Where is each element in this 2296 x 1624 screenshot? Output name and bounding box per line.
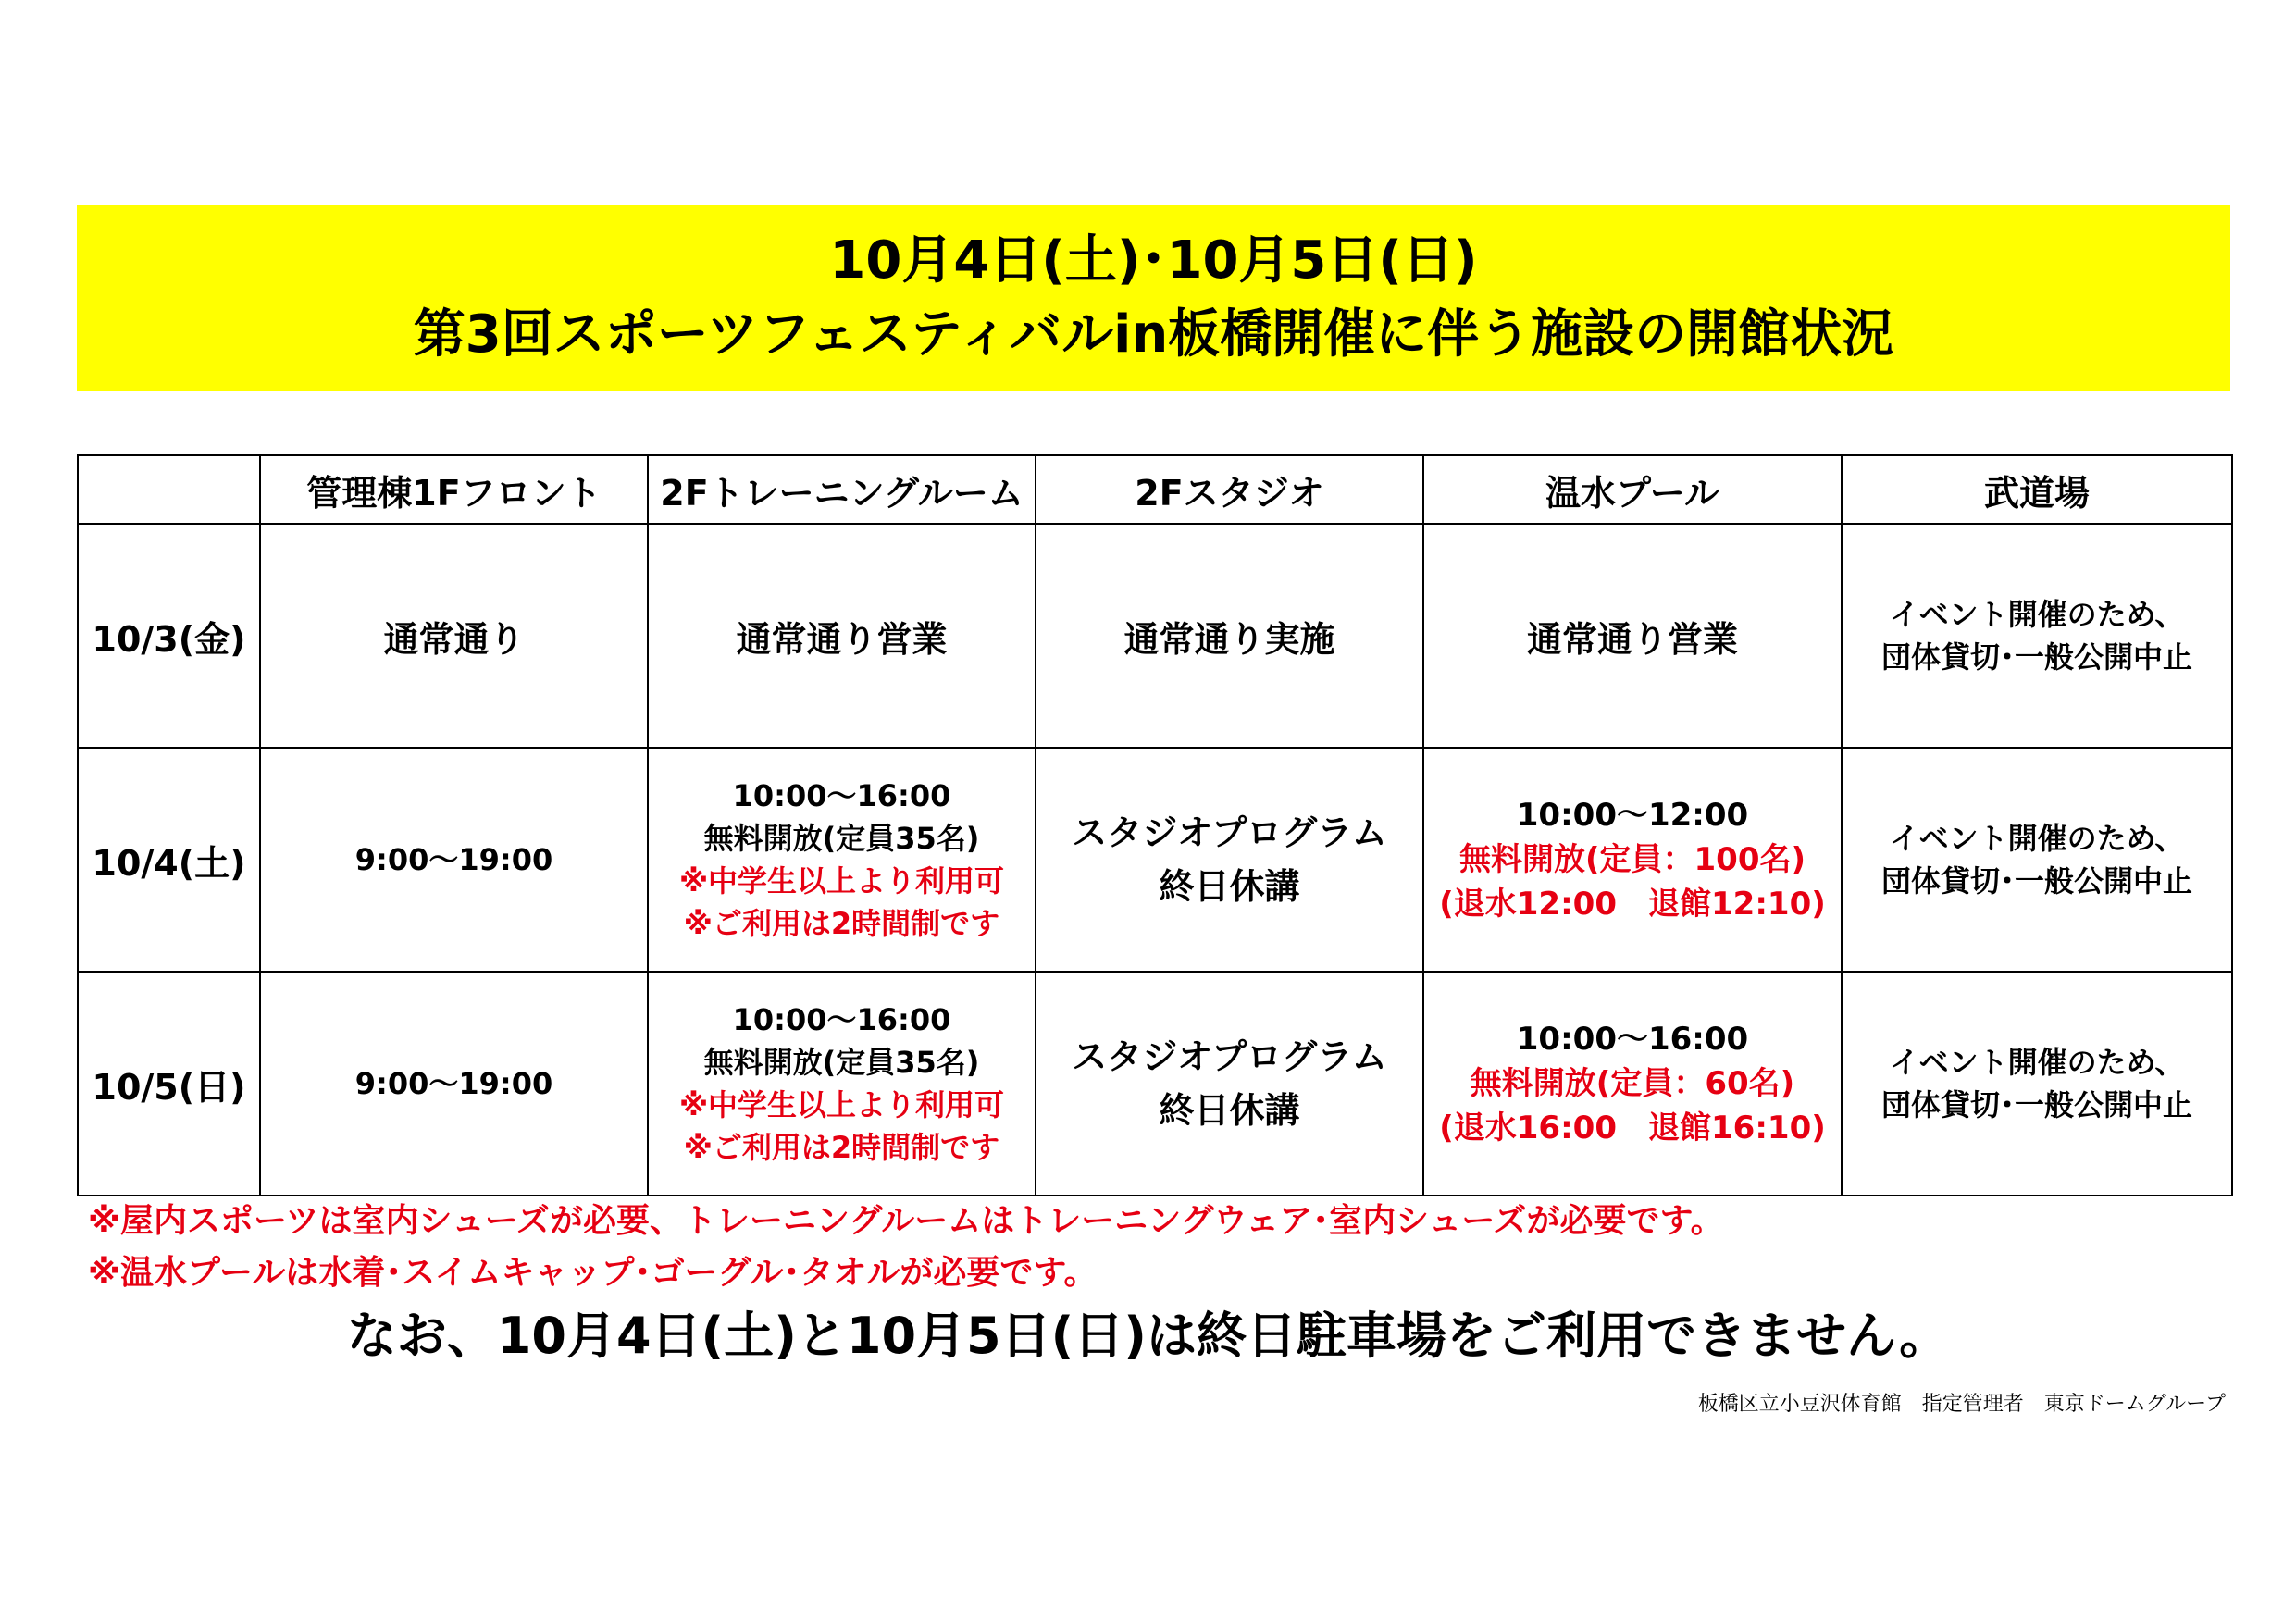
cell-dojo [1842,972,2232,1196]
cell-line: イベント開催のため、 [1889,597,2185,632]
note-indoor-shoes: ※屋内スポーツは室内シューズが必要、トレーニングルームはトレーニングウェア･室内シューズが必要です。 [88,1202,1724,1240]
cell-line: イベント開催のため、 [1889,821,2185,856]
cell-line: 無料開放(定員35名) [703,821,980,856]
cell-line: 10:00～16:00 [732,1002,951,1037]
cell-studio [1036,748,1423,972]
cell-line-alert: 無料開放(定員：100名) [1458,841,1806,878]
cell-line-alert: ※ご利用は2時間制です [683,906,1000,941]
table-header-row [78,455,2232,524]
cell-studio: 通常通り実施 [1036,524,1423,748]
cell-line: 10:00～16:00 [732,778,951,813]
cell-training-room: 通常通り営業 [648,524,1036,748]
cell-line: 団体貸切･一般公開中止 [1880,1087,2192,1122]
cell-line: 終日休講 [1159,1090,1300,1131]
cell-pool [1423,748,1842,972]
table-row [78,972,2232,1196]
table-row [78,524,2232,748]
facility-status-table [77,454,2233,1196]
header-front: 管理棟1Fフロント [260,455,648,524]
row-date: 10/4(土) [78,748,260,972]
title-line-dates: 10月4日(土)･10月5日(日) [829,229,1478,291]
header-pool: 温水プール [1423,455,1842,524]
cell-line-alert: (退水12:00 退館12:10) [1439,886,1826,923]
cell-line: 終日休講 [1159,866,1300,907]
cell-studio [1036,972,1423,1196]
parking-notice: なお、10月4日(土)と10月5日(日)は終日駐車場をご利用できません。 [346,1307,1950,1365]
footer-operator: 板橋区立小豆沢体育館 指定管理者 東京ドームグループ [1697,1393,2226,1416]
cell-dojo [1842,748,2232,972]
cell-line: イベント開催のため、 [1889,1045,2185,1080]
note-pool-items: ※温水プールは水着･スイムキャップ･ゴーグル･タオルが必要です。 [88,1254,1098,1292]
cell-line: 団体貸切･一般公開中止 [1880,639,2192,675]
cell-line: スタジオプログラム [1072,1036,1387,1077]
row-date: 10/5(日) [78,972,260,1196]
title-banner [77,205,2230,391]
cell-line-alert: 無料開放(定員：60名) [1470,1065,1795,1102]
cell-line-alert: (退水16:00 退館16:10) [1439,1110,1826,1147]
header-empty-cell [78,455,260,524]
cell-training-room [648,972,1036,1196]
cell-pool [1423,972,1842,1196]
cell-front: 9:00～19:00 [260,972,648,1196]
cell-front: 通常通り [260,524,648,748]
cell-line: スタジオプログラム [1072,812,1387,853]
header-studio: 2Fスタジオ [1036,455,1423,524]
cell-line-alert: ※ご利用は2時間制です [683,1130,1000,1165]
requirements-notes [88,1196,2216,1299]
cell-line: 無料開放(定員35名) [703,1045,980,1080]
table-row [78,748,2232,972]
cell-line-alert: ※中学生以上より利用可 [678,1087,1005,1122]
cell-line: 団体貸切･一般公開中止 [1880,863,2192,899]
cell-front: 9:00～19:00 [260,748,648,972]
header-training-room: 2Fトレーニングルーム [648,455,1036,524]
cell-line-alert: ※中学生以上より利用可 [678,863,1005,899]
cell-line: 10:00～16:00 [1516,1021,1749,1058]
cell-training-room [648,748,1036,972]
cell-pool: 通常通り営業 [1423,524,1842,748]
row-date: 10/3(金) [78,524,260,748]
title-line-event: 第3回スポーツフェスティバルin板橋開催に伴う施設の開館状況 [413,304,1894,365]
cell-dojo [1842,524,2232,748]
cell-line: 10:00～12:00 [1516,797,1749,834]
header-dojo: 武道場 [1842,455,2232,524]
